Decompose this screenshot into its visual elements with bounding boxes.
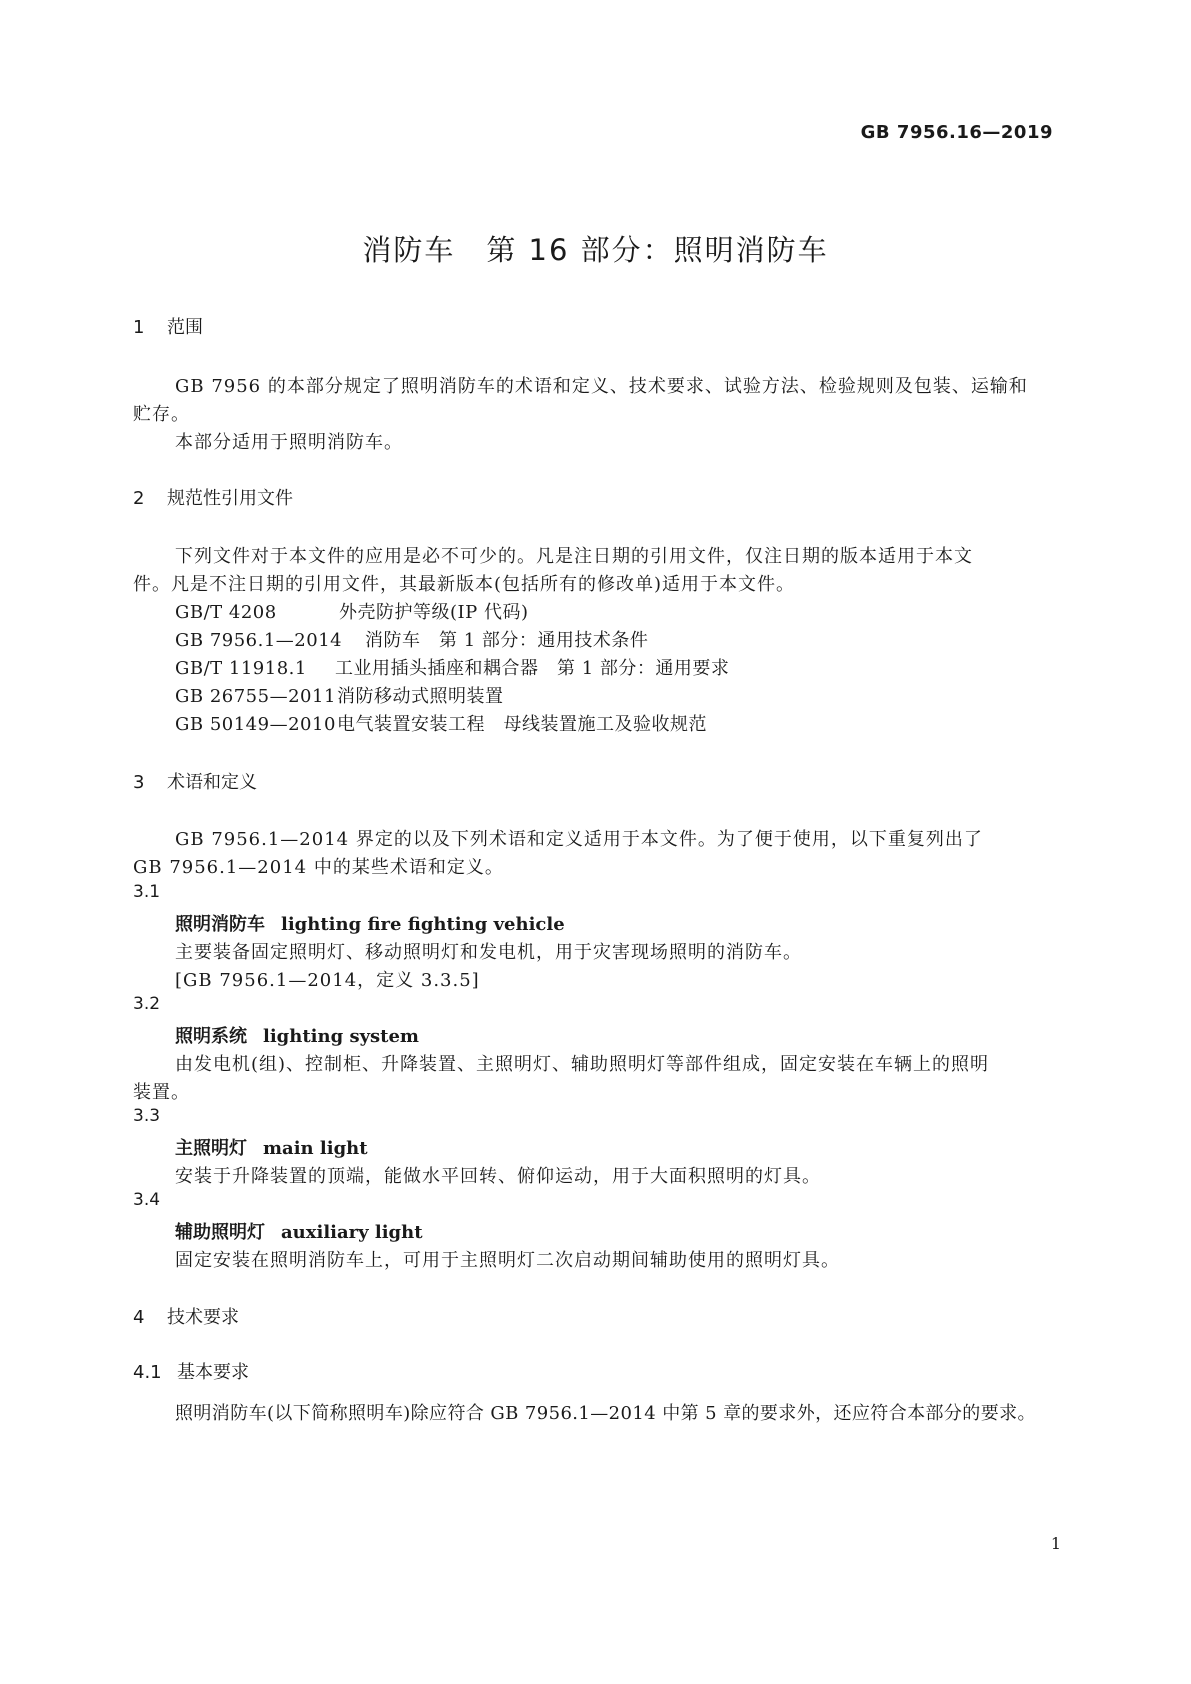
paragraph: 本部分适用于照明消防车。 (175, 432, 403, 453)
term-zh: 照明消防车 (175, 914, 265, 935)
term-number: 3.3 (133, 1106, 161, 1126)
reference-name: 消防车 第 1 部分：通用技术条件 (365, 630, 649, 651)
reference-item (175, 598, 529, 624)
term-en: lighting system (263, 1026, 419, 1047)
reference-item (175, 710, 707, 736)
term-zh: 照明系统 (175, 1026, 247, 1047)
term-definition: 主要装备固定照明灯、移动照明灯和发电机，用于灾害现场照明的消防车。 (175, 942, 802, 963)
paragraph-line: 下列文件对于本文件的应用是必不可少的。凡是注日期的引用文件，仅注日期的版本适用于本文 (175, 546, 973, 567)
term-definition: 安装于升降装置的顶端，能做水平回转、俯仰运动，用于大面积照明的灯具。 (175, 1166, 821, 1187)
section-title: 术语和定义 (167, 772, 257, 793)
term-heading (175, 1218, 423, 1244)
section-title: 技术要求 (167, 1307, 239, 1328)
term-zh: 辅助照明灯 (175, 1222, 265, 1243)
section-number: 4 (133, 1307, 145, 1328)
term-en: auxiliary light (281, 1222, 423, 1243)
page-number: 1 (1050, 1534, 1061, 1553)
reference-item (175, 626, 648, 652)
standard-number: GB 7956.16—2019 (860, 122, 1053, 143)
subsection-title: 基本要求 (177, 1362, 249, 1383)
subsection-4-1-heading (133, 1358, 249, 1384)
reference-name: 电气装置安装工程 母线装置施工及验收规范 (337, 714, 707, 735)
reference-code: GB 50149—2010 (175, 714, 336, 735)
term-number: 3.2 (133, 994, 161, 1014)
section-2-heading (133, 484, 293, 510)
reference-name: 外壳防护等级(IP 代码) (339, 602, 529, 623)
document-title: 消防车 第 16 部分：照明消防车 (362, 233, 829, 267)
reference-name: 工业用插头插座和耦合器 第 1 部分：通用要求 (335, 658, 730, 679)
term-zh: 主照明灯 (175, 1138, 247, 1159)
reference-item (175, 654, 729, 680)
paragraph-line: 贮存。 (133, 404, 190, 425)
paragraph-line: 件。凡是不注日期的引用文件，其最新版本(包括所有的修改单)适用于本文件。 (133, 574, 796, 595)
term-definition-line: 装置。 (133, 1082, 190, 1103)
term-en: lighting fire fighting vehicle (281, 914, 565, 935)
term-number: 3.4 (133, 1190, 161, 1210)
term-heading (175, 1134, 368, 1160)
reference-code: GB 26755—2011 (175, 686, 336, 707)
section-4-heading (133, 1303, 239, 1329)
term-heading (175, 910, 565, 936)
term-number: 3.1 (133, 882, 161, 902)
section-title: 范围 (167, 317, 203, 338)
reference-code: GB/T 4208 (175, 602, 277, 623)
term-heading (175, 1022, 419, 1048)
term-definition: 固定安装在照明消防车上，可用于主照明灯二次启动期间辅助使用的照明灯具。 (175, 1250, 840, 1271)
section-number: 2 (133, 488, 145, 509)
term-en: main light (263, 1138, 368, 1159)
section-1-heading (133, 313, 203, 339)
reference-name: 消防移动式照明装置 (337, 686, 504, 707)
paragraph-line: GB 7956.1—2014 界定的以及下列术语和定义适用于本文件。为了便于使用，以下重复列出了 (175, 829, 983, 850)
section-3-heading (133, 768, 257, 794)
reference-code: GB/T 11918.1 (175, 658, 307, 679)
paragraph-line: GB 7956.1—2014 中的某些术语和定义。 (133, 857, 504, 878)
reference-item (175, 682, 504, 708)
section-title: 规范性引用文件 (167, 488, 293, 509)
paragraph-line: GB 7956 的本部分规定了照明消防车的术语和定义、技术要求、试验方法、检验规则及包装、运输和 (175, 376, 1028, 397)
term-definition-line: 由发电机(组)、控制柜、升降装置、主照明灯、辅助照明灯等部件组成，固定安装在车辆上的照明 (175, 1054, 990, 1075)
section-number: 1 (133, 317, 145, 338)
paragraph: 照明消防车(以下简称照明车)除应符合 GB 7956.1—2014 中第 5 章的要求外，还应符合本部分的要求。 (175, 1403, 1036, 1424)
reference-code: GB 7956.1—2014 (175, 630, 343, 651)
term-source-note: [GB 7956.1—2014，定义 3.3.5] (175, 970, 480, 991)
section-number: 3 (133, 772, 145, 793)
subsection-number: 4.1 (133, 1362, 162, 1383)
